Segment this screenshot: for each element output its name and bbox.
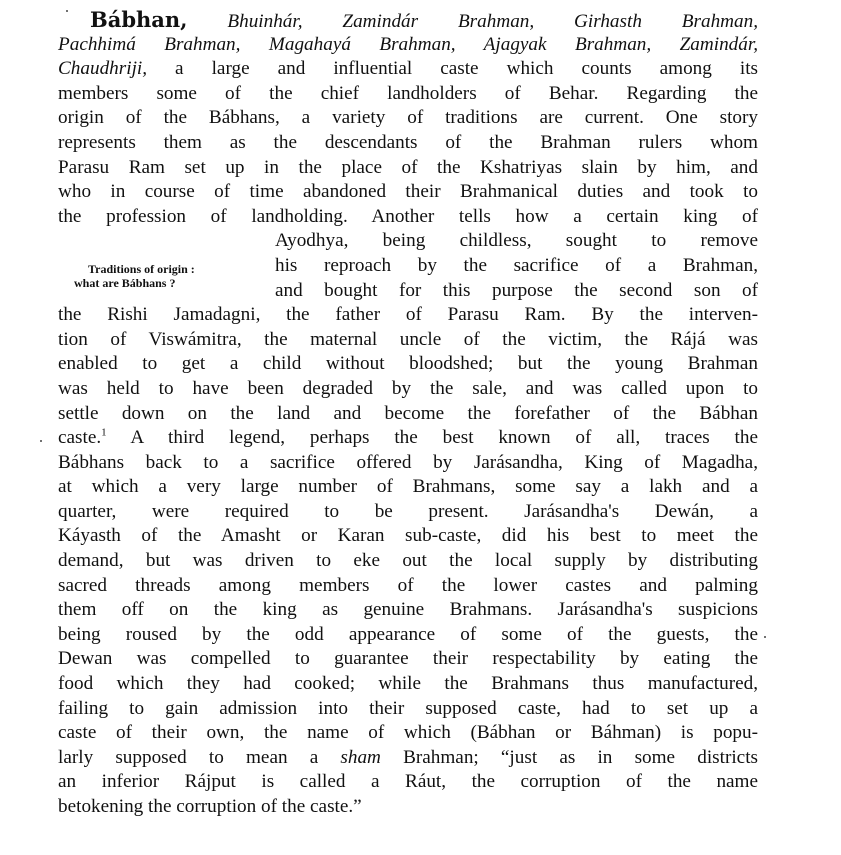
text: a large and influential caste which counts among its (147, 58, 758, 80)
body-line: food which they had cooked; while the Brahmans thus manufactured, (58, 673, 758, 695)
speck (764, 636, 766, 638)
body-line: the Rishi Jamadagni, the father of Parasu Ram. By the interven- (58, 304, 758, 326)
text: A third legend, perhaps the best known of all, traces the (106, 427, 758, 449)
body-line: betokening the corruption of the caste.” (58, 796, 362, 817)
speck (40, 440, 42, 442)
body-line: was held to have been degraded by the sale, and was called upon to (58, 377, 758, 399)
body-line: quarter, were required to be present. Jarásandha's Dewán, a (58, 500, 758, 522)
body-line (58, 746, 758, 771)
body-line: sacred threads among members of the lower castes and palming (58, 574, 758, 596)
body-line: enabled to get a child without bloodshed; but the young Brahman (58, 353, 758, 375)
body-line: Parasu Ram set up in the place of the Kshatriyas slain by him, and (58, 156, 758, 178)
body-line: settle down on the land and become the forefather of the Bábhan (58, 402, 758, 424)
entry-line-1 (58, 8, 758, 33)
headword: Bábhan, (90, 7, 188, 32)
entry-line-2 (58, 33, 758, 58)
text: larly supposed to mean a (58, 746, 341, 768)
body-line: Bábhans back to a sacrifice offered by Jarásandha, King of Magadha, (58, 451, 758, 473)
body-line: who in course of time abandoned their Brahmanical duties and took to (58, 181, 758, 203)
document-page (58, 8, 758, 820)
text: Brahman; “just as in some districts (380, 746, 758, 768)
body-line: an inferior Rájput is called a Ráut, the corruption of the name (58, 771, 758, 793)
body-line (58, 426, 758, 451)
margin-note-line-1: Traditions of origin : (88, 262, 195, 276)
italic-sham: sham (340, 746, 381, 768)
body-line: being roused by the odd appearance of some of the guests, the (58, 623, 758, 645)
body-line: and bought for this purpose the second son of (275, 279, 758, 301)
synonyms-2: Pachhimá Brahman, Magahayá Brahman, Ajagyak Brahman, Zamindár, (58, 33, 758, 55)
synonyms-3: Chaudhriji, (58, 58, 148, 80)
body-line: Ayodhya, being childless, sought to remove (275, 230, 758, 252)
body-line: failing to gain admission into their supposed caste, had to set up a (58, 697, 758, 719)
speck (66, 10, 68, 12)
body-line: caste of their own, the name of which (Bábhan or Báhman) is popu- (58, 722, 758, 744)
body-line: at which a very large number of Brahmans, some say a lakh and a (58, 476, 758, 498)
body-line: the profession of landholding. Another tells how a certain king of (58, 205, 758, 227)
synonyms-1: Bhuinhár, Zamindár Brahman, Girhasth Brahman, (227, 11, 759, 32)
body-line: members some of the chief landholders of Behar. Regarding the (58, 82, 758, 104)
margin-note (74, 262, 264, 290)
body-line: represents them as the descendants of the Brahman rulers whom (58, 131, 758, 153)
body-line: tion of Viswámitra, the maternal uncle of the victim, the Rájá was (58, 328, 758, 350)
body-line: his reproach by the sacrifice of a Brahman, (275, 254, 758, 276)
body-line: origin of the Bábhans, a variety of traditions are current. One story (58, 107, 758, 129)
body-line: Káyasth of the Amasht or Karan sub-caste, did his best to meet the (58, 525, 758, 547)
entry-line-3 (58, 57, 758, 82)
margin-note-line-2: what are Bábhans ? (74, 276, 176, 290)
body-line: Dewan was compelled to guarantee their respectability by eating the (58, 648, 758, 670)
body-line: demand, but was driven to eke out the local supply by distributing (58, 550, 758, 572)
body-line: them off on the king as genuine Brahmans. Jarásandha's suspicions (58, 599, 758, 621)
text: caste. (58, 427, 102, 449)
footnote-ref[interactable]: 1 (101, 426, 107, 439)
